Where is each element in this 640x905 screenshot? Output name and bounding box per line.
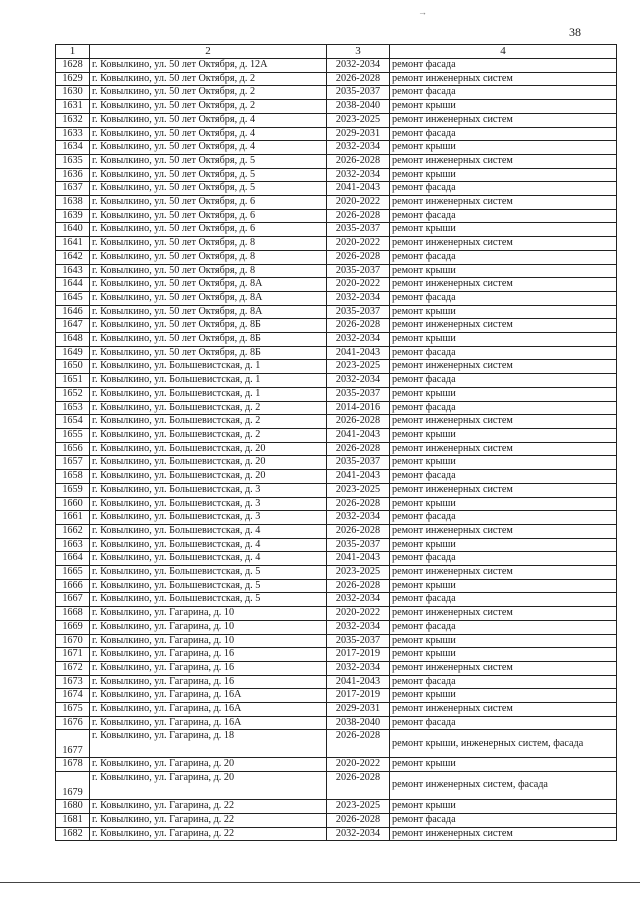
- row-number: 1682: [56, 827, 90, 841]
- row-years: 2020-2022: [327, 278, 390, 292]
- row-address: г. Ковылкино, ул. 50 лет Октября, д. 12А: [90, 59, 327, 73]
- row-number: 1632: [56, 113, 90, 127]
- row-work-type: ремонт крыши, инженерных систем, фасада: [390, 730, 617, 758]
- table-row: [56, 648, 617, 662]
- row-years: 2026-2028: [327, 250, 390, 264]
- row-address: г. Ковылкино, ул. Большевистская, д. 20: [90, 442, 327, 456]
- row-years: 2023-2025: [327, 483, 390, 497]
- row-years: 2026-2028: [327, 579, 390, 593]
- row-years: 2014-2016: [327, 401, 390, 415]
- row-years: 2029-2031: [327, 703, 390, 717]
- table-row: [56, 319, 617, 333]
- row-years: 2041-2043: [327, 552, 390, 566]
- row-address: г. Ковылкино, ул. 50 лет Октября, д. 8Б: [90, 319, 327, 333]
- row-address: г. Ковылкино, ул. 50 лет Октября, д. 5: [90, 182, 327, 196]
- row-work-type: ремонт крыши: [390, 305, 617, 319]
- row-work-type: ремонт фасада: [390, 374, 617, 388]
- row-number: 1651: [56, 374, 90, 388]
- header-col-1: 1: [56, 45, 90, 59]
- row-years: 2041-2043: [327, 675, 390, 689]
- row-number: 1677: [56, 730, 90, 758]
- row-number: 1673: [56, 675, 90, 689]
- row-years: 2026-2028: [327, 772, 390, 800]
- row-work-type: ремонт крыши: [390, 387, 617, 401]
- table-row: [56, 442, 617, 456]
- row-years: 2041-2043: [327, 182, 390, 196]
- row-address: г. Ковылкино, ул. Большевистская, д. 2: [90, 428, 327, 442]
- row-address: г. Ковылкино, ул. Большевистская, д. 20: [90, 470, 327, 484]
- row-years: 2020-2022: [327, 758, 390, 772]
- row-years: 2026-2028: [327, 209, 390, 223]
- row-address: г. Ковылкино, ул. Большевистская, д. 4: [90, 552, 327, 566]
- row-work-type: ремонт крыши: [390, 689, 617, 703]
- row-address: г. Ковылкино, ул. Гагарина, д. 22: [90, 827, 327, 841]
- row-work-type: ремонт инженерных систем: [390, 442, 617, 456]
- row-number: 1679: [56, 772, 90, 800]
- table-row: [56, 72, 617, 86]
- row-years: 2026-2028: [327, 154, 390, 168]
- row-number: 1655: [56, 428, 90, 442]
- row-years: 2026-2028: [327, 442, 390, 456]
- row-number: 1646: [56, 305, 90, 319]
- row-work-type: ремонт фасада: [390, 182, 617, 196]
- row-work-type: ремонт инженерных систем: [390, 703, 617, 717]
- row-number: 1664: [56, 552, 90, 566]
- row-work-type: ремонт крыши: [390, 579, 617, 593]
- row-address: г. Ковылкино, ул. 50 лет Октября, д. 8А: [90, 305, 327, 319]
- row-work-type: ремонт инженерных систем: [390, 72, 617, 86]
- row-years: 2026-2028: [327, 813, 390, 827]
- row-address: г. Ковылкино, ул. Гагарина, д. 18: [90, 730, 327, 758]
- table-row: [56, 758, 617, 772]
- row-years: 2035-2037: [327, 634, 390, 648]
- row-address: г. Ковылкино, ул. 50 лет Октября, д. 8А: [90, 291, 327, 305]
- row-years: 2020-2022: [327, 196, 390, 210]
- row-address: г. Ковылкино, ул. Большевистская, д. 3: [90, 483, 327, 497]
- row-work-type: ремонт крыши: [390, 223, 617, 237]
- row-work-type: ремонт фасада: [390, 552, 617, 566]
- row-years: 2032-2034: [327, 374, 390, 388]
- row-number: 1631: [56, 100, 90, 114]
- row-work-type: ремонт инженерных систем: [390, 566, 617, 580]
- table-row: [56, 730, 617, 758]
- table-row: [56, 346, 617, 360]
- row-address: г. Ковылкино, ул. Гагарина, д. 22: [90, 813, 327, 827]
- row-address: г. Ковылкино, ул. 50 лет Октября, д. 8А: [90, 278, 327, 292]
- row-number: 1639: [56, 209, 90, 223]
- row-years: 2017-2019: [327, 648, 390, 662]
- row-work-type: ремонт фасада: [390, 813, 617, 827]
- row-work-type: ремонт фасада: [390, 675, 617, 689]
- row-address: г. Ковылкино, ул. Большевистская, д. 1: [90, 374, 327, 388]
- register-table: [55, 44, 617, 841]
- table-row: [56, 566, 617, 580]
- table-row: [56, 415, 617, 429]
- row-address: г. Ковылкино, ул. Гагарина, д. 16: [90, 661, 327, 675]
- row-years: 2026-2028: [327, 319, 390, 333]
- row-years: 2026-2028: [327, 72, 390, 86]
- row-address: г. Ковылкино, ул. Большевистская, д. 2: [90, 415, 327, 429]
- row-work-type: ремонт фасада: [390, 470, 617, 484]
- row-number: 1668: [56, 607, 90, 621]
- row-work-type: ремонт крыши: [390, 456, 617, 470]
- row-address: г. Ковылкино, ул. Большевистская, д. 3: [90, 511, 327, 525]
- row-address: г. Ковылкино, ул. 50 лет Октября, д. 8Б: [90, 333, 327, 347]
- row-work-type: ремонт фасада: [390, 620, 617, 634]
- row-work-type: ремонт фасада: [390, 86, 617, 100]
- row-number: 1661: [56, 511, 90, 525]
- row-address: г. Ковылкино, ул. Гагарина, д. 16: [90, 648, 327, 662]
- row-number: 1678: [56, 758, 90, 772]
- row-address: г. Ковылкино, ул. 50 лет Октября, д. 5: [90, 154, 327, 168]
- row-address: г. Ковылкино, ул. 50 лет Октября, д. 2: [90, 86, 327, 100]
- row-number: 1674: [56, 689, 90, 703]
- table-row: [56, 374, 617, 388]
- row-work-type: ремонт крыши: [390, 634, 617, 648]
- row-work-type: ремонт крыши: [390, 758, 617, 772]
- row-number: 1652: [56, 387, 90, 401]
- row-years: 2020-2022: [327, 237, 390, 251]
- row-work-type: ремонт фасада: [390, 127, 617, 141]
- row-work-type: ремонт инженерных систем: [390, 607, 617, 621]
- row-work-type: ремонт фасада: [390, 346, 617, 360]
- table-row: [56, 154, 617, 168]
- table-row: [56, 483, 617, 497]
- table-row: [56, 278, 617, 292]
- row-number: 1633: [56, 127, 90, 141]
- row-years: 2026-2028: [327, 415, 390, 429]
- row-address: г. Ковылкино, ул. 50 лет Октября, д. 2: [90, 100, 327, 114]
- row-number: 1645: [56, 291, 90, 305]
- row-number: 1656: [56, 442, 90, 456]
- row-address: г. Ковылкино, ул. Большевистская, д. 1: [90, 387, 327, 401]
- table-row: [56, 401, 617, 415]
- row-number: 1637: [56, 182, 90, 196]
- table-row: [56, 511, 617, 525]
- row-number: 1667: [56, 593, 90, 607]
- row-years: 2035-2037: [327, 387, 390, 401]
- table-row: [56, 237, 617, 251]
- row-work-type: ремонт крыши: [390, 538, 617, 552]
- row-number: 1660: [56, 497, 90, 511]
- row-number: 1669: [56, 620, 90, 634]
- row-years: 2041-2043: [327, 428, 390, 442]
- row-work-type: ремонт фасада: [390, 593, 617, 607]
- table-row: [56, 661, 617, 675]
- row-number: 1628: [56, 59, 90, 73]
- row-number: 1675: [56, 703, 90, 717]
- table-row: [56, 196, 617, 210]
- row-number: 1629: [56, 72, 90, 86]
- row-number: 1642: [56, 250, 90, 264]
- row-number: 1643: [56, 264, 90, 278]
- row-work-type: ремонт крыши: [390, 648, 617, 662]
- row-number: 1670: [56, 634, 90, 648]
- row-years: 2029-2031: [327, 127, 390, 141]
- row-years: 2035-2037: [327, 264, 390, 278]
- header-col-3: 3: [327, 45, 390, 59]
- table-row: [56, 689, 617, 703]
- row-years: 2032-2034: [327, 291, 390, 305]
- table-row: [56, 813, 617, 827]
- row-number: 1644: [56, 278, 90, 292]
- row-address: г. Ковылкино, ул. 50 лет Октября, д. 5: [90, 168, 327, 182]
- row-work-type: ремонт инженерных систем: [390, 113, 617, 127]
- row-address: г. Ковылкино, ул. Гагарина, д. 16А: [90, 703, 327, 717]
- row-work-type: ремонт фасада: [390, 291, 617, 305]
- row-address: г. Ковылкино, ул. 50 лет Октября, д. 6: [90, 209, 327, 223]
- table-row: [56, 59, 617, 73]
- row-number: 1650: [56, 360, 90, 374]
- header-col-4: 4: [390, 45, 617, 59]
- row-years: 2032-2034: [327, 827, 390, 841]
- table-row: [56, 800, 617, 814]
- row-address: г. Ковылкино, ул. Большевистская, д. 1: [90, 360, 327, 374]
- table-row: [56, 209, 617, 223]
- row-address: г. Ковылкино, ул. 50 лет Октября, д. 4: [90, 141, 327, 155]
- row-number: 1676: [56, 716, 90, 730]
- row-number: 1653: [56, 401, 90, 415]
- table-row: [56, 250, 617, 264]
- row-number: 1658: [56, 470, 90, 484]
- row-years: 2026-2028: [327, 730, 390, 758]
- table-row: [56, 456, 617, 470]
- row-work-type: ремонт крыши: [390, 141, 617, 155]
- row-address: г. Ковылкино, ул. Большевистская, д. 5: [90, 566, 327, 580]
- table-row: [56, 593, 617, 607]
- row-address: г. Ковылкино, ул. 50 лет Октября, д. 8Б: [90, 346, 327, 360]
- row-number: 1635: [56, 154, 90, 168]
- row-address: г. Ковылкино, ул. 50 лет Октября, д. 8: [90, 250, 327, 264]
- table-row: [56, 428, 617, 442]
- row-address: г. Ковылкино, ул. Большевистская, д. 3: [90, 497, 327, 511]
- row-work-type: ремонт фасада: [390, 250, 617, 264]
- row-work-type: ремонт инженерных систем: [390, 483, 617, 497]
- row-years: 2041-2043: [327, 346, 390, 360]
- row-years: 2035-2037: [327, 86, 390, 100]
- row-work-type: ремонт инженерных систем: [390, 278, 617, 292]
- table-row: [56, 538, 617, 552]
- row-work-type: ремонт крыши: [390, 333, 617, 347]
- row-address: г. Ковылкино, ул. Гагарина, д. 22: [90, 800, 327, 814]
- row-address: г. Ковылкино, ул. 50 лет Октября, д. 8: [90, 237, 327, 251]
- row-years: 2032-2034: [327, 333, 390, 347]
- row-address: г. Ковылкино, ул. Большевистская, д. 2: [90, 401, 327, 415]
- row-number: 1640: [56, 223, 90, 237]
- row-number: 1657: [56, 456, 90, 470]
- table-row: [56, 716, 617, 730]
- row-number: 1662: [56, 524, 90, 538]
- table-row: [56, 127, 617, 141]
- row-work-type: ремонт инженерных систем, фасада: [390, 772, 617, 800]
- row-work-type: ремонт крыши: [390, 800, 617, 814]
- page-number: 38: [569, 25, 581, 39]
- row-address: г. Ковылкино, ул. 50 лет Октября, д. 6: [90, 196, 327, 210]
- table-row: [56, 607, 617, 621]
- row-years: 2035-2037: [327, 223, 390, 237]
- row-years: 2032-2034: [327, 593, 390, 607]
- row-address: г. Ковылкино, ул. Гагарина, д. 16А: [90, 716, 327, 730]
- page-divider: [0, 882, 640, 883]
- row-number: 1648: [56, 333, 90, 347]
- row-number: 1630: [56, 86, 90, 100]
- row-number: 1671: [56, 648, 90, 662]
- row-number: 1672: [56, 661, 90, 675]
- table-row: [56, 387, 617, 401]
- table-row: [56, 291, 617, 305]
- row-address: г. Ковылкино, ул. 50 лет Октября, д. 4: [90, 113, 327, 127]
- row-address: г. Ковылкино, ул. Большевистская, д. 4: [90, 524, 327, 538]
- row-address: г. Ковылкино, ул. 50 лет Октября, д. 8: [90, 264, 327, 278]
- table-row: [56, 86, 617, 100]
- row-work-type: ремонт инженерных систем: [390, 360, 617, 374]
- table-row: [56, 634, 617, 648]
- row-number: 1666: [56, 579, 90, 593]
- row-address: г. Ковылкино, ул. Гагарина, д. 10: [90, 620, 327, 634]
- row-number: 1638: [56, 196, 90, 210]
- table-body: [56, 59, 617, 841]
- row-address: г. Ковылкино, ул. Гагарина, д. 20: [90, 772, 327, 800]
- row-work-type: ремонт инженерных систем: [390, 154, 617, 168]
- table-row: [56, 524, 617, 538]
- row-years: 2032-2034: [327, 511, 390, 525]
- table-row: [56, 470, 617, 484]
- row-number: 1654: [56, 415, 90, 429]
- scan-mark: →: [418, 7, 427, 17]
- row-work-type: ремонт инженерных систем: [390, 661, 617, 675]
- row-work-type: ремонт инженерных систем: [390, 827, 617, 841]
- row-years: 2035-2037: [327, 305, 390, 319]
- row-address: г. Ковылкино, ул. Большевистская, д. 4: [90, 538, 327, 552]
- table-row: [56, 552, 617, 566]
- row-address: г. Ковылкино, ул. 50 лет Октября, д. 2: [90, 72, 327, 86]
- row-years: 2035-2037: [327, 538, 390, 552]
- table-row: [56, 772, 617, 800]
- row-years: 2032-2034: [327, 168, 390, 182]
- row-address: г. Ковылкино, ул. Гагарина, д. 20: [90, 758, 327, 772]
- row-work-type: ремонт крыши: [390, 497, 617, 511]
- row-address: г. Ковылкино, ул. 50 лет Октября, д. 4: [90, 127, 327, 141]
- table-row: [56, 305, 617, 319]
- row-work-type: ремонт крыши: [390, 428, 617, 442]
- row-years: 2032-2034: [327, 661, 390, 675]
- table-row: [56, 182, 617, 196]
- row-work-type: ремонт фасада: [390, 209, 617, 223]
- row-number: 1649: [56, 346, 90, 360]
- row-years: 2032-2034: [327, 620, 390, 634]
- row-years: 2023-2025: [327, 800, 390, 814]
- row-years: 2023-2025: [327, 566, 390, 580]
- row-years: 2026-2028: [327, 524, 390, 538]
- row-years: 2023-2025: [327, 360, 390, 374]
- row-work-type: ремонт инженерных систем: [390, 524, 617, 538]
- table-row: [56, 497, 617, 511]
- row-number: 1665: [56, 566, 90, 580]
- row-years: 2035-2037: [327, 456, 390, 470]
- row-work-type: ремонт крыши: [390, 168, 617, 182]
- row-years: 2032-2034: [327, 141, 390, 155]
- table-row: [56, 168, 617, 182]
- header-col-2: 2: [90, 45, 327, 59]
- row-number: 1680: [56, 800, 90, 814]
- row-years: 2020-2022: [327, 607, 390, 621]
- table-row: [56, 675, 617, 689]
- row-address: г. Ковылкино, ул. Большевистская, д. 5: [90, 593, 327, 607]
- table-row: [56, 827, 617, 841]
- table-row: [56, 100, 617, 114]
- row-years: 2026-2028: [327, 497, 390, 511]
- row-number: 1663: [56, 538, 90, 552]
- row-work-type: ремонт фасада: [390, 511, 617, 525]
- header-row: [56, 45, 617, 59]
- row-address: г. Ковылкино, ул. Гагарина, д. 10: [90, 634, 327, 648]
- row-work-type: ремонт фасада: [390, 401, 617, 415]
- table-row: [56, 141, 617, 155]
- row-address: г. Ковылкино, ул. Гагарина, д. 10: [90, 607, 327, 621]
- row-work-type: ремонт инженерных систем: [390, 415, 617, 429]
- table-row: [56, 113, 617, 127]
- row-years: 2017-2019: [327, 689, 390, 703]
- row-number: 1634: [56, 141, 90, 155]
- row-years: 2023-2025: [327, 113, 390, 127]
- row-years: 2038-2040: [327, 100, 390, 114]
- row-years: 2032-2034: [327, 59, 390, 73]
- row-work-type: ремонт крыши: [390, 264, 617, 278]
- row-work-type: ремонт крыши: [390, 100, 617, 114]
- row-number: 1647: [56, 319, 90, 333]
- row-work-type: ремонт инженерных систем: [390, 196, 617, 210]
- table-row: [56, 620, 617, 634]
- table-row: [56, 579, 617, 593]
- table-row: [56, 223, 617, 237]
- row-address: г. Ковылкино, ул. 50 лет Октября, д. 6: [90, 223, 327, 237]
- row-work-type: ремонт инженерных систем: [390, 319, 617, 333]
- row-work-type: ремонт фасада: [390, 716, 617, 730]
- row-address: г. Ковылкино, ул. Гагарина, д. 16А: [90, 689, 327, 703]
- row-number: 1641: [56, 237, 90, 251]
- row-years: 2041-2043: [327, 470, 390, 484]
- row-number: 1681: [56, 813, 90, 827]
- table-row: [56, 360, 617, 374]
- table-row: [56, 333, 617, 347]
- row-address: г. Ковылкино, ул. Большевистская, д. 5: [90, 579, 327, 593]
- row-work-type: ремонт инженерных систем: [390, 237, 617, 251]
- table-row: [56, 703, 617, 717]
- row-number: 1659: [56, 483, 90, 497]
- table-row: [56, 264, 617, 278]
- row-number: 1636: [56, 168, 90, 182]
- row-work-type: ремонт фасада: [390, 59, 617, 73]
- row-address: г. Ковылкино, ул. Гагарина, д. 16: [90, 675, 327, 689]
- row-address: г. Ковылкино, ул. Большевистская, д. 20: [90, 456, 327, 470]
- row-years: 2038-2040: [327, 716, 390, 730]
